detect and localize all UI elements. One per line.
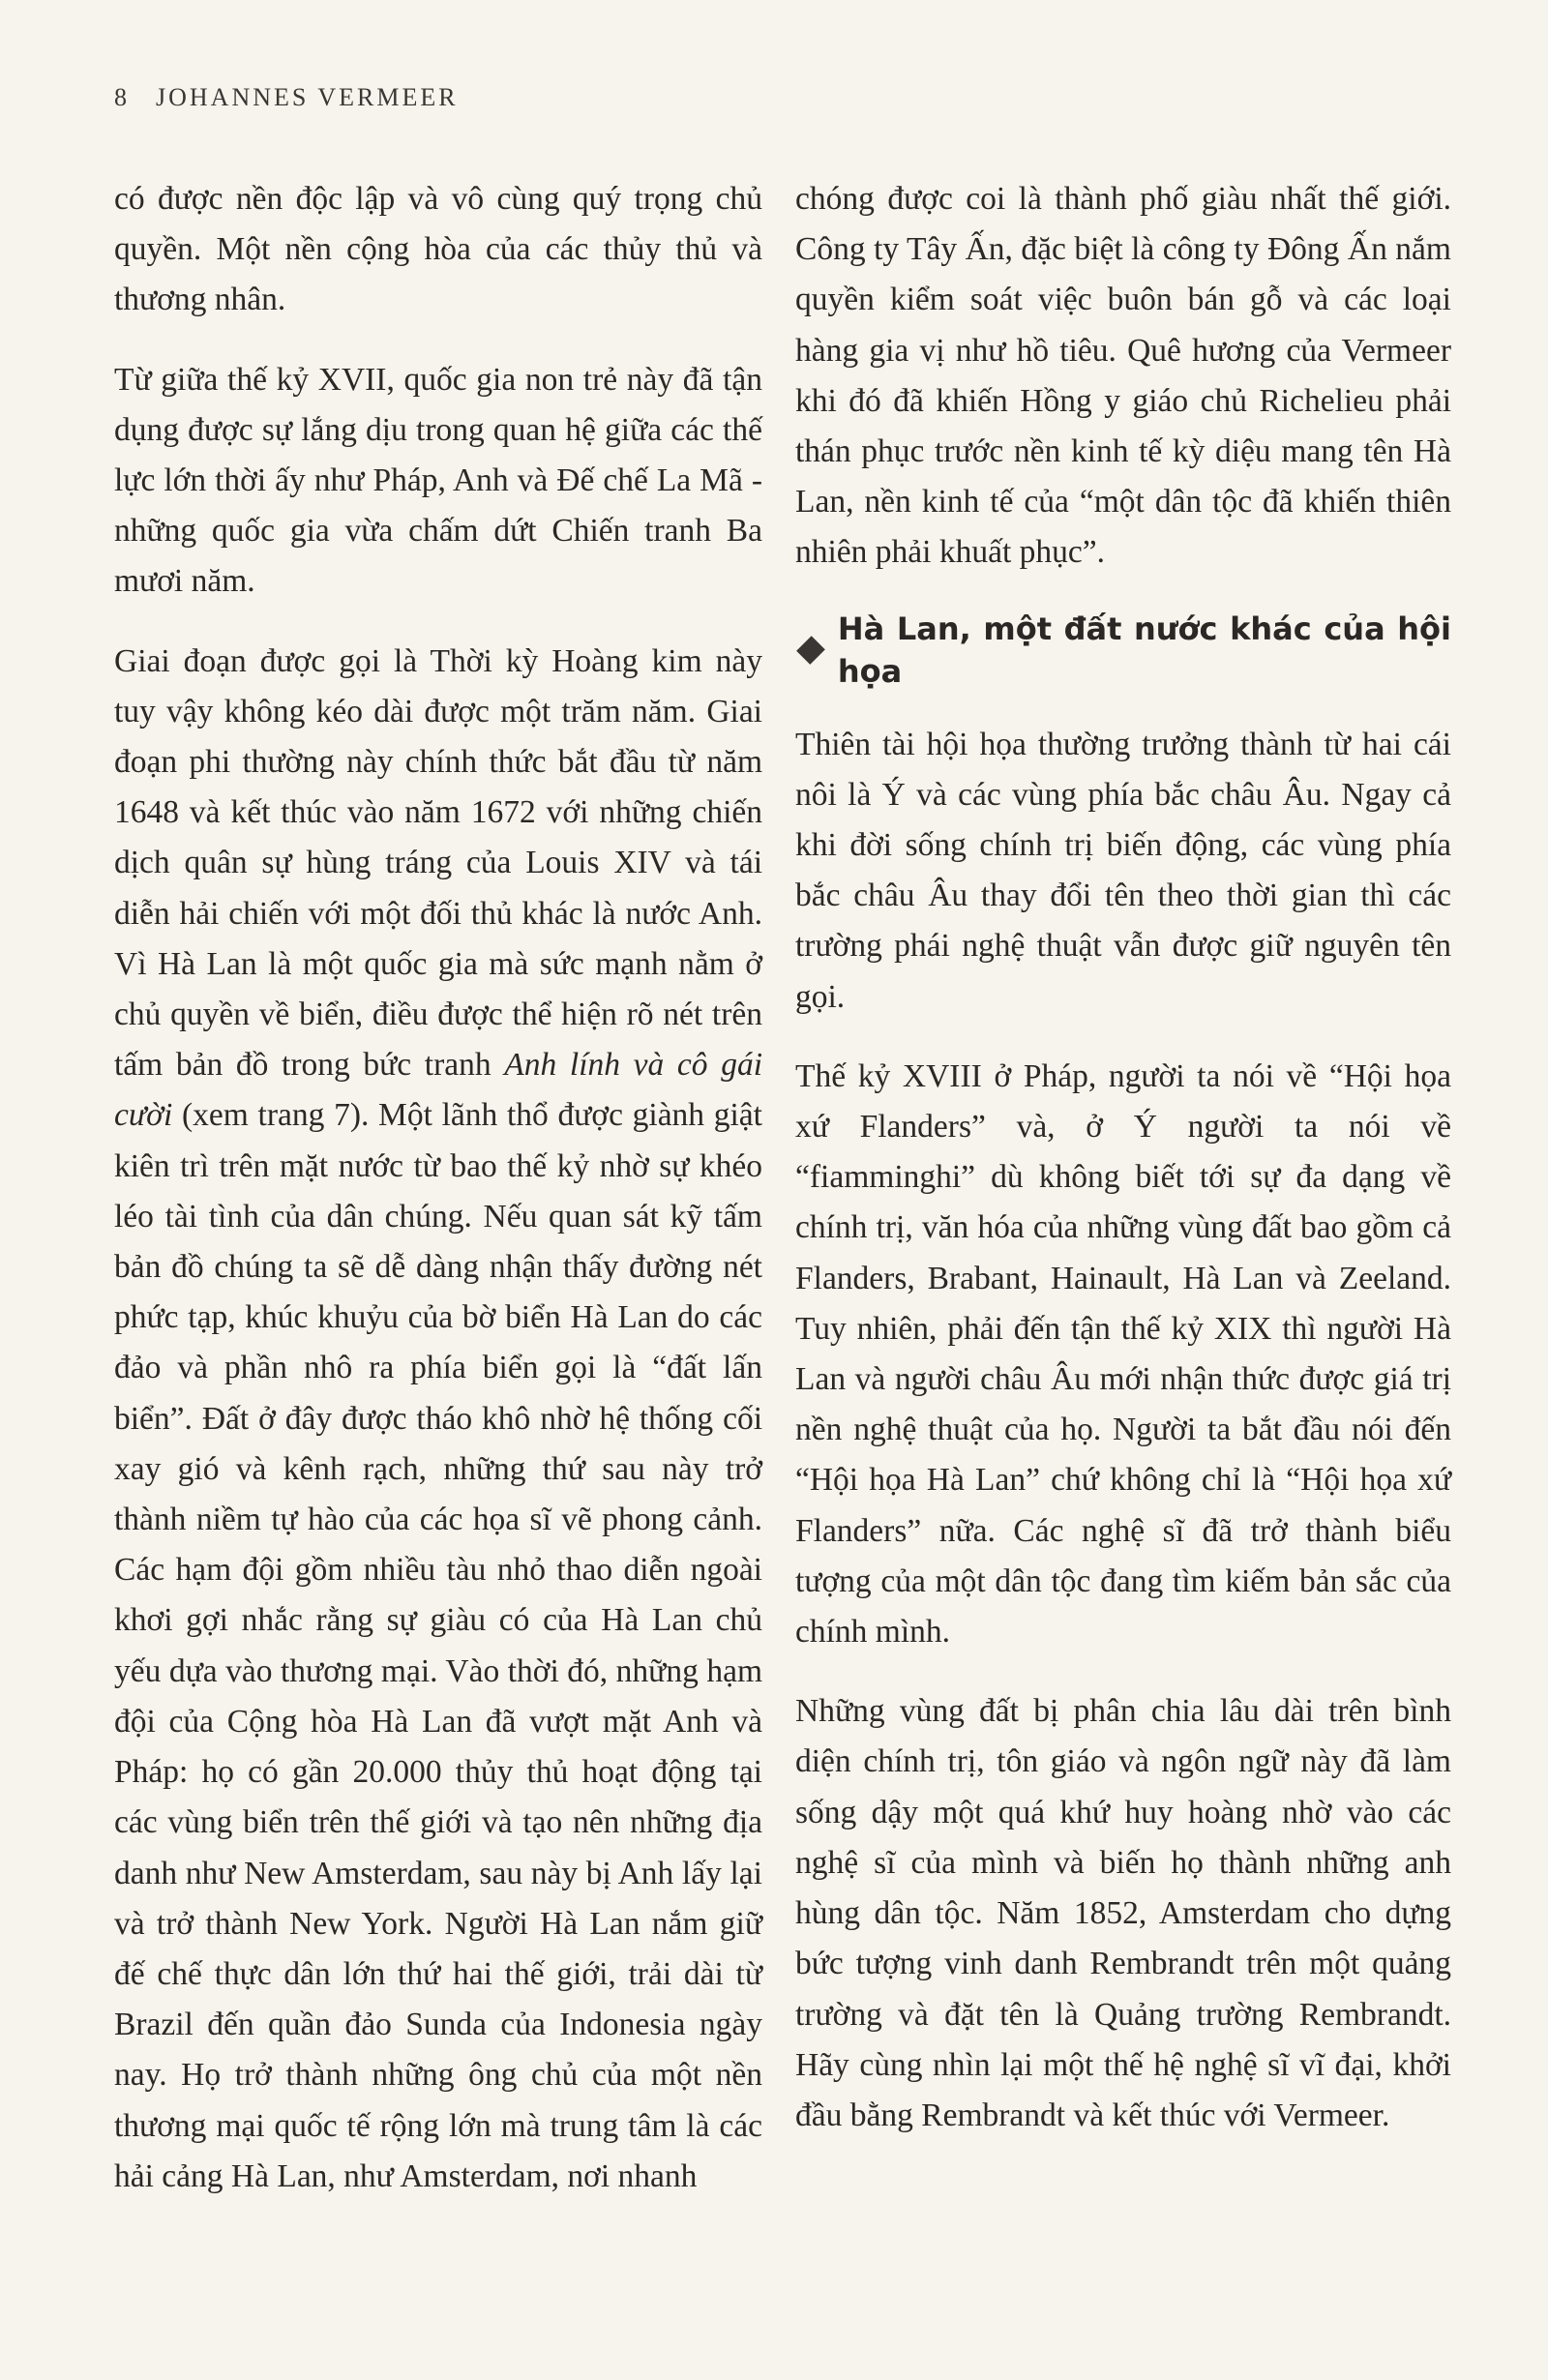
running-header: [114, 83, 459, 112]
paragraph: Từ giữa thế kỷ XVII, quốc gia non trẻ này đã tận dụng được sự lắng dịu trong quan hệ giữa các thế lực lớn thời ấy như Pháp, Anh và Đế chế La Mã - những quốc gia vừa chấm dứt Chiến tranh Ba mươi năm.: [114, 361, 762, 600]
paragraph: [114, 637, 762, 2202]
paragraph: Thế kỷ XVIII ở Pháp, người ta nói về “Hội họa xứ Flanders” và, ở Ý người ta nói về “fiamminghi” dù không biết tới sự đa dạng về chính trị, văn hóa của những vùng đất bao gồm cả Flanders, Brabant, Hainault, Hà Lan và Zeeland. Tuy nhiên, phải đến tận thế kỷ XIX thì người Hà Lan và người châu Âu mới nhận thức được giá trị nền nghệ thuật của họ. Người ta bắt đầu nói đến “Hội họa Hà Lan” chứ không chỉ là “Hội họa xứ Flanders” nữa. Các nghệ sĩ đã trở thành biểu tượng của một dân tộc đang tìm kiếm bản sắc của chính mình.: [795, 1057, 1451, 1651]
left-column: [114, 174, 762, 2231]
paragraph-text: Giai đoạn được gọi là Thời kỳ Hoàng kim này tuy vậy không kéo dài được một trăm năm. Giai đoạn phi thường này chính thức bắt đầu từ năm 1648 và kết thúc vào năm 1672 với những chiến dịch quân sự hùng tráng của Louis XIV và tái diễn hải chiến với một đối thủ khác là nước Anh. Vì Hà Lan là một quốc gia mà sức mạnh nằm ở chủ quyền về biển, điều được thể hiện rõ nét trên tấm bản đồ trong bức tranh: [114, 642, 762, 1084]
painting-title: Anh lính và cô gái cười: [114, 1047, 762, 1134]
page-number: 8: [114, 83, 127, 111]
running-title: JOHANNES VERMEER: [156, 83, 459, 111]
paragraph: Thiên tài hội họa thường trưởng thành từ hai cái nôi là Ý và các vùng phía bắc châu Âu. Ngay cả khi đời sống chính trị biến động, các vùng phía bắc châu Âu thay đổi tên theo thời gian thì các trường phái nghệ thuật vẫn được giữ nguyên tên gọi.: [795, 726, 1451, 1015]
section-heading-text: Hà Lan, một đất nước khác của hội họa: [837, 610, 1451, 690]
paragraph: Những vùng đất bị phân chia lâu dài trên bình diện chính trị, tôn giáo và ngôn ngữ này đã làm sống dậy một quá khứ huy hoàng nhờ vào các nghệ sĩ của mình và biến họ thành những anh hùng dân tộc. Năm 1852, Amsterdam cho dựng bức tượng vinh danh Rembrandt trên một quảng trường và đặt tên là Quảng trường Rembrandt. Hãy cùng nhìn lại một thế hệ nghệ sĩ vĩ đại, khởi đầu bằng Rembrandt và kết thúc với Vermeer.: [795, 1693, 1451, 2133]
paragraph: có được nền độc lập và vô cùng quý trọng chủ quyền. Một nền cộng hòa của các thủy thủ và thương nhân.: [114, 181, 762, 318]
paragraph: chóng được coi là thành phố giàu nhất thế giới. Công ty Tây Ấn, đặc biệt là công ty Đông Ấn nắm quyền kiểm soát việc buôn bán gỗ và các loại hàng gia vị như hồ tiêu. Quê hương của Vermeer khi đó đã khiến Hồng y giáo chủ Richelieu phải thán phục trước nền kinh tế kỳ diệu mang tên Hà Lan, nền kinh tế của “một dân tộc đã khiến thiên nhiên phải khuất phục”.: [795, 181, 1451, 571]
section-heading: [795, 608, 1451, 693]
diamond-bullet-icon: [796, 636, 825, 665]
paragraph-text: (xem trang 7). Một lãnh thổ được giành giật kiên trì trên mặt nước từ bao thế kỷ nhờ sự khéo léo tài tình của dân chúng. Nếu quan sát kỹ tấm bản đồ chúng ta sẽ dễ dàng nhận thấy đường nét phức tạp, khúc khuỷu của bờ biển Hà Lan do các đảo và phần nhô ra phía biển gọi là “đất lấn biển”. Đất ở đây được tháo khô nhờ hệ thống cối xay gió và kênh rạch, những thứ sau này trở thành niềm tự hào của các họa sĩ vẽ phong cảnh. Các hạm đội gồm nhiều tàu nhỏ thao diễn ngoài khơi gợi nhắc rằng sự giàu có của Hà Lan chủ yếu dựa vào thương mại. Vào thời đó, những hạm đội của Cộng hòa Hà Lan đã vượt mặt Anh và Pháp: họ có gần 20.000 thủy thủ hoạt động tại các vùng biển trên thế giới và tạo nên những địa danh như New Amsterdam, sau này bị Anh lấy lại và trở thành New York. Người Hà Lan nắm giữ đế chế thực dân lớn thứ hai thế giới, trải dài từ Brazil đến quần đảo Sunda của Indonesia ngày nay. Họ trở thành những ông chủ của một nền thương mại quốc tế rộng lớn mà trung tâm là các hải cảng Hà Lan, như Amsterdam, nơi nhanh: [114, 1097, 762, 2194]
right-column: [795, 174, 1451, 2170]
